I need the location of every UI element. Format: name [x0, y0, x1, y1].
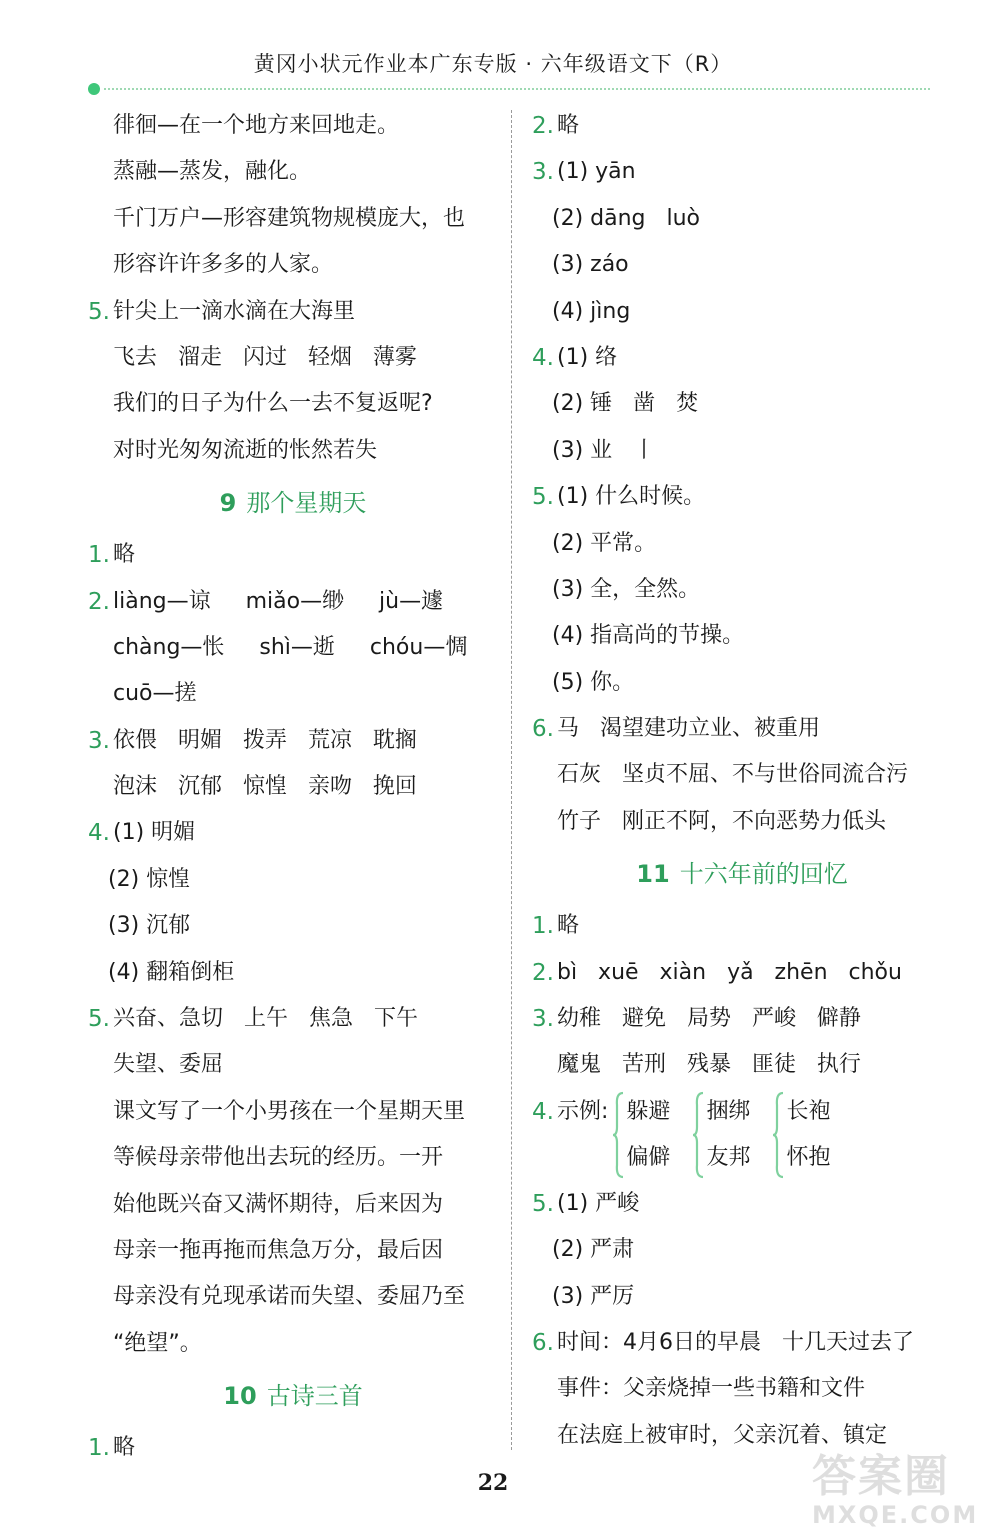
brace-icon: [772, 1089, 784, 1181]
question-number: 2.: [532, 113, 554, 139]
question-5: 5. 针尖上一滴水滴在大海里: [88, 289, 498, 335]
question-4: 4. (1) 络: [532, 335, 952, 381]
section-heading-10: 10 古诗三首: [223, 1382, 363, 1411]
brace-word: 怀抱: [786, 1144, 831, 1170]
running-header: 黄冈小状元作业本广东专版 · 六年级语文下（R）: [253, 52, 733, 76]
answer-line: 等候母亲带他出去玩的经历。一开: [113, 1145, 444, 1171]
answer-line: (4) 指高尚的节操。: [552, 623, 745, 649]
question-2: 2. bì xuē xiàn yǎ zhēn chǒu: [532, 950, 952, 996]
question-number: 3.: [532, 1006, 554, 1033]
question-number: 3.: [88, 727, 110, 754]
answer-line: 课文写了一个小男孩在一个星期天里: [113, 1098, 466, 1124]
brace-group: [612, 1089, 670, 1181]
answer-line: (2) dāng luò: [552, 205, 701, 231]
answer-line: cuō—搓: [113, 681, 197, 707]
answer-line: (3) 全，全然。: [552, 576, 701, 602]
question-number: 5.: [532, 1190, 554, 1217]
question-5: 5. (1) 严峻: [532, 1181, 952, 1227]
question-number: 5.: [532, 484, 554, 511]
question-5: 5. (1) 什么时候。: [532, 474, 952, 520]
brace-word: 友邦: [706, 1144, 751, 1170]
answer-line: (2) 惊惶: [108, 866, 191, 892]
question-number: 6.: [532, 716, 554, 743]
brace-group: [772, 1089, 830, 1181]
question-number: 2.: [88, 588, 110, 615]
section-heading-9: 9 那个星期天: [219, 489, 367, 518]
answer-line: (3) 业 丨: [552, 437, 656, 463]
question-3: 3. (1) yān: [532, 149, 952, 195]
column-divider: [511, 110, 512, 1450]
left-column: [88, 103, 498, 1472]
question-number: 4.: [88, 820, 110, 847]
question-4: 4. (1) 明媚: [88, 810, 498, 856]
answer-line: 徘徊—在一个地方来回地走。: [113, 113, 400, 138]
answer-line: (4) 翻箱倒柜: [108, 959, 235, 985]
right-column: [532, 103, 952, 1459]
question-2: 2. liàng—谅 miǎo—缈 jù—遽: [88, 579, 498, 625]
answer-line: 竹子 刚正不阿，不向恶势力低头: [557, 808, 886, 834]
answer-line: 始他既兴奋又满怀期待，后来因为: [113, 1191, 444, 1217]
question-number: 1.: [88, 1435, 110, 1462]
question-1: 1. 略: [88, 1425, 498, 1471]
question-number: 1.: [532, 913, 554, 940]
answer-line: 蒸融—蒸发，融化。: [113, 159, 312, 185]
brace-word: 躲避: [626, 1098, 671, 1124]
watermark-bottom: MXQE.COM: [812, 1501, 979, 1529]
answer-line: 母亲一拖再拖而焦急万分，最后因: [113, 1237, 444, 1263]
page-number: 22: [477, 1470, 509, 1496]
answer-line: 事件：父亲烧掉一些书籍和文件: [557, 1376, 866, 1402]
question-4-brace-examples: [532, 1089, 952, 1181]
answer-line: (3) záo: [552, 252, 629, 278]
header-dot: [88, 83, 100, 95]
watermark-logo: [812, 1452, 980, 1532]
answer-line: (4) jìng: [552, 298, 631, 324]
question-number: 2.: [532, 959, 554, 986]
answer-line: (5) 你。: [552, 669, 635, 695]
answer-line: 飞去 溜走 闪过 轻烟 薄雾: [113, 344, 417, 370]
brace-icon: [692, 1089, 704, 1181]
question-number: 5.: [88, 298, 110, 325]
answer-line: (3) 沉郁: [108, 913, 191, 939]
answer-line: 形容许许多多的人家。: [113, 252, 334, 278]
question-1: 1. 略: [532, 903, 952, 949]
question-2: 2. 略: [532, 103, 952, 149]
answer-line: “绝望”。: [113, 1330, 202, 1356]
answer-line: (2) 平常。: [552, 530, 657, 556]
answer-line: 魔鬼 苦刑 残暴 匪徒 执行: [557, 1052, 861, 1078]
answer-line: chàng—怅 shì—逝 chóu—惆: [113, 634, 468, 660]
example-label: 示例:: [557, 1098, 609, 1124]
question-number: 4.: [532, 1098, 554, 1125]
question-6: 6. 时间：4月6日的早晨 十几天过去了: [532, 1320, 952, 1366]
brace-word: 长袍: [786, 1098, 831, 1124]
question-number: 6.: [532, 1329, 554, 1356]
answer-line: 石灰 坚贞不屈、不与世俗同流合污: [557, 762, 908, 788]
answer-line: 泡沫 沉郁 惊惶 亲吻 挽回: [113, 774, 417, 800]
section-heading-11: 11 十六年前的回忆: [636, 860, 848, 889]
brace-icon: [612, 1089, 624, 1181]
answer-line: 失望、委屈: [113, 1052, 224, 1078]
answer-line: 千门万户—形容建筑物规模庞大，也: [113, 205, 466, 231]
question-3: 3. 依偎 明媚 拨弄 荒凉 耽搁: [88, 718, 498, 764]
question-3: 3. 幼稚 避免 局势 严峻 僻静: [532, 996, 952, 1042]
question-number: 3.: [532, 159, 554, 186]
question-number: 1.: [88, 542, 110, 569]
brace-word: 捆绑: [706, 1098, 751, 1124]
question-5: 5. 兴奋、急切 上午 焦急 下午: [88, 996, 498, 1042]
watermark-top: 答案圈: [812, 1451, 950, 1502]
answer-line: 对时光匆匆流逝的怅然若失: [113, 437, 378, 463]
brace-group: [692, 1089, 750, 1181]
answer-line: (3) 严厉: [552, 1283, 635, 1309]
question-1: 1. 略: [88, 532, 498, 578]
question-number: 4.: [532, 344, 554, 371]
answer-line: (2) 严肃: [552, 1237, 635, 1263]
answer-line: (2) 锤 凿 焚: [552, 391, 699, 417]
question-number: 5.: [88, 1006, 110, 1033]
header-rule: [104, 88, 930, 90]
brace-word: 偏僻: [626, 1144, 671, 1170]
answer-line: 母亲没有兑现承诺而失望、委屈乃至: [113, 1284, 466, 1310]
answer-line: 在法庭上被审时，父亲沉着、镇定: [557, 1422, 888, 1448]
answer-line: 我们的日子为什么一去不复返呢?: [113, 391, 433, 417]
question-6: 6. 马 渴望建功立业、被重用: [532, 706, 952, 752]
